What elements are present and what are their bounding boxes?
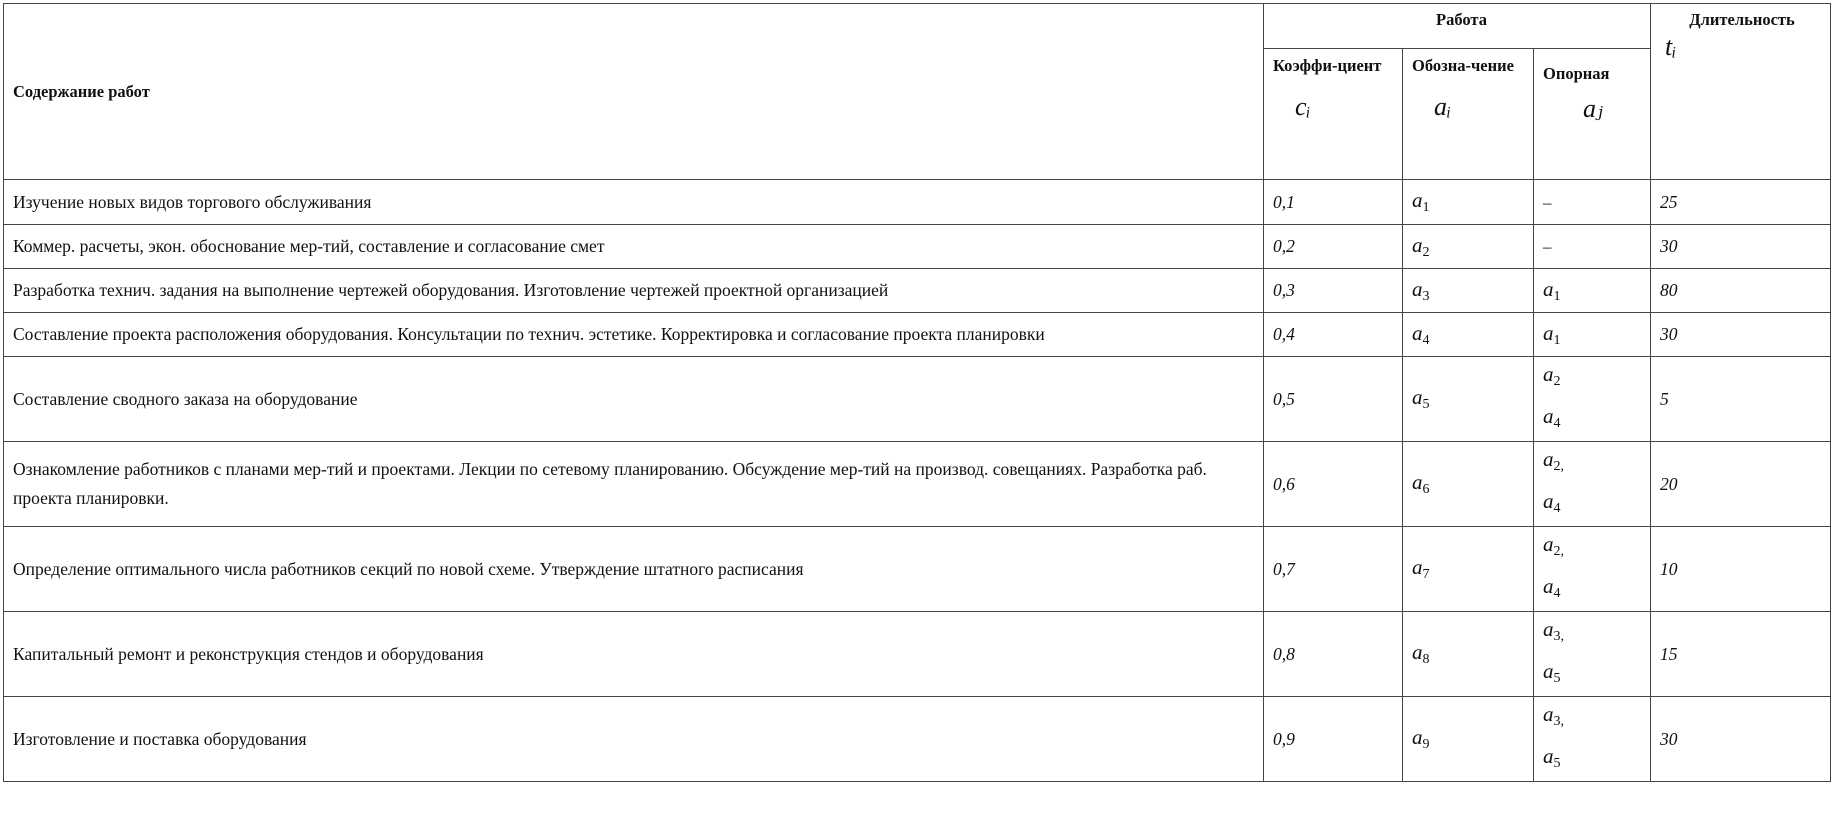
- designation-symbol: [1412, 320, 1430, 348]
- cell-designation: [1403, 180, 1534, 225]
- header-work: Работа: [1264, 4, 1651, 49]
- designation-letter: a: [1412, 320, 1423, 345]
- designation-symbol: [1412, 470, 1430, 497]
- designation-symbol: [1412, 640, 1430, 667]
- reference-symbol-letter: a: [1543, 617, 1554, 641]
- cell-coefficient: 0,4: [1264, 313, 1403, 357]
- reference-symbol-index: 4: [1553, 501, 1561, 516]
- designation-index: 1: [1422, 200, 1430, 215]
- reference-symbol: [1543, 617, 1564, 644]
- cell-content: Капитальный ремонт и реконструкция стендов и оборудования: [4, 612, 1264, 697]
- header-coefficient-symbol: cᵢ: [1295, 92, 1311, 121]
- table-row: [4, 697, 1831, 782]
- cell-content: Разработка технич. задания на выполнение чертежей оборудования. Изготовление чертежей проектной организацией: [4, 269, 1264, 313]
- table-row: [4, 313, 1831, 357]
- cell-coefficient: 0,3: [1264, 269, 1403, 313]
- cell-designation: [1403, 313, 1534, 357]
- reference-symbol: [1543, 659, 1561, 686]
- reference-symbol-index: 2: [1553, 374, 1561, 389]
- designation-symbol: [1412, 385, 1430, 412]
- cell-content: Определение оптимального числа работников секций по новой схеме. Утверждение штатного расписания: [4, 527, 1264, 612]
- reference-symbol-index: 3,: [1553, 629, 1564, 644]
- reference-none: –: [1543, 237, 1552, 256]
- designation-index: 6: [1422, 482, 1430, 497]
- cell-content: Составление сводного заказа на оборудование: [4, 357, 1264, 442]
- cell-designation: [1403, 612, 1534, 697]
- cell-coefficient: 0,6: [1264, 442, 1403, 527]
- cell-duration: 15: [1651, 612, 1831, 697]
- reference-symbol-index: 3,: [1553, 714, 1564, 729]
- cell-content: Коммер. расчеты, экон. обоснование мер-тий, составление и согласование смет: [4, 225, 1264, 269]
- cell-designation: [1403, 357, 1534, 442]
- cell-reference: [1534, 357, 1651, 442]
- designation-index: 2: [1422, 244, 1430, 260]
- cell-designation: [1403, 697, 1534, 782]
- cell-reference: [1534, 442, 1651, 527]
- reference-symbol-letter: a: [1543, 320, 1554, 345]
- reference-symbol-letter: a: [1543, 362, 1554, 386]
- reference-symbol: [1543, 447, 1564, 474]
- designation-letter: a: [1412, 555, 1423, 579]
- designation-symbol: [1412, 555, 1430, 582]
- reference-symbol-letter: a: [1543, 574, 1554, 598]
- reference-symbol-index: 5: [1553, 671, 1561, 686]
- cell-coefficient: 0,2: [1264, 225, 1403, 269]
- header-coefficient: [1264, 49, 1403, 180]
- header-content: Содержание работ: [4, 4, 1264, 180]
- header-designation-symbol: aᵢ: [1434, 92, 1452, 121]
- designation-letter: a: [1412, 725, 1423, 749]
- reference-symbol-index: 4: [1553, 586, 1561, 601]
- reference-symbol-letter: a: [1543, 659, 1554, 683]
- cell-designation: [1403, 527, 1534, 612]
- reference-symbol: [1543, 744, 1561, 771]
- table-body: [4, 180, 1831, 782]
- header-duration-label: Длительность: [1689, 10, 1795, 29]
- table-row: [4, 442, 1831, 527]
- reference-symbol: [1543, 532, 1564, 559]
- cell-duration: 10: [1651, 527, 1831, 612]
- cell-designation: [1403, 442, 1534, 527]
- reference-symbol: [1543, 404, 1561, 431]
- cell-duration: 30: [1651, 697, 1831, 782]
- cell-reference: [1534, 269, 1651, 313]
- cell-reference: [1534, 697, 1651, 782]
- designation-symbol: [1412, 188, 1430, 215]
- header-reference-symbol: aⱼ: [1583, 94, 1603, 123]
- cell-duration: 30: [1651, 313, 1831, 357]
- table-row: [4, 225, 1831, 269]
- reference-symbol-index: 5: [1553, 756, 1561, 771]
- designation-index: 8: [1422, 652, 1430, 667]
- header-reference-label: Опорная: [1543, 64, 1610, 83]
- reference-symbol: [1543, 702, 1564, 729]
- reference-symbol-index: 2,: [1553, 544, 1564, 559]
- cell-duration: 25: [1651, 180, 1831, 225]
- designation-index: 9: [1422, 737, 1430, 752]
- reference-symbol-index: 1: [1553, 332, 1561, 348]
- header-coefficient-label: Коэффи-циент: [1273, 56, 1382, 75]
- designation-symbol: [1412, 276, 1430, 304]
- header-duration-symbol: tᵢ: [1665, 32, 1677, 61]
- cell-content: Изготовление и поставка оборудования: [4, 697, 1264, 782]
- cell-content: Составление проекта расположения оборудования. Консультации по технич. эстетике. Корректировка и согласование проекта планировки: [4, 313, 1264, 357]
- table-row: [4, 357, 1831, 442]
- work-schedule-table: [3, 3, 1831, 782]
- reference-symbol: [1543, 362, 1561, 389]
- reference-symbol: [1543, 574, 1561, 601]
- table-row: [4, 180, 1831, 225]
- cell-reference: [1534, 313, 1651, 357]
- reference-symbol-letter: a: [1543, 532, 1554, 556]
- header-reference: [1534, 49, 1651, 180]
- reference-symbol: [1543, 320, 1561, 348]
- designation-index: 3: [1422, 288, 1430, 304]
- cell-coefficient: 0,5: [1264, 357, 1403, 442]
- cell-reference: [1534, 612, 1651, 697]
- reference-none: –: [1543, 192, 1552, 212]
- cell-duration: 20: [1651, 442, 1831, 527]
- designation-letter: a: [1412, 640, 1423, 664]
- cell-duration: 80: [1651, 269, 1831, 313]
- cell-coefficient: 0,9: [1264, 697, 1403, 782]
- cell-reference: [1534, 180, 1651, 225]
- reference-symbol-letter: a: [1543, 744, 1554, 768]
- designation-letter: a: [1412, 470, 1423, 494]
- cell-reference: [1534, 527, 1651, 612]
- designation-index: 4: [1422, 332, 1430, 348]
- designation-letter: a: [1412, 188, 1423, 212]
- reference-symbol-letter: a: [1543, 489, 1554, 513]
- cell-coefficient: 0,7: [1264, 527, 1403, 612]
- designation-letter: a: [1412, 385, 1423, 409]
- cell-content: Изучение новых видов торгового обслуживания: [4, 180, 1264, 225]
- reference-symbol: [1543, 276, 1561, 304]
- table-row: [4, 527, 1831, 612]
- header-designation: [1403, 49, 1534, 180]
- reference-symbol-letter: a: [1543, 447, 1554, 471]
- cell-designation: [1403, 269, 1534, 313]
- cell-coefficient: 0,1: [1264, 180, 1403, 225]
- reference-symbol-index: 1: [1553, 288, 1561, 304]
- designation-letter: a: [1412, 232, 1423, 257]
- cell-duration: 30: [1651, 225, 1831, 269]
- cell-reference: [1534, 225, 1651, 269]
- reference-symbol-letter: a: [1543, 404, 1554, 428]
- cell-coefficient: 0,8: [1264, 612, 1403, 697]
- cell-duration: 5: [1651, 357, 1831, 442]
- cell-content: Ознакомление работников с планами мер-тий и проектами. Лекции по сетевому планированию. Обсуждение мер-тий на производ. совещаниях. Разработка раб. проекта планировки.: [4, 442, 1264, 527]
- reference-symbol-letter: a: [1543, 276, 1554, 301]
- header-designation-label: Обозна-чение: [1412, 56, 1514, 75]
- header-duration: [1651, 4, 1831, 180]
- cell-designation: [1403, 225, 1534, 269]
- designation-symbol: [1412, 725, 1430, 752]
- reference-symbol-index: 4: [1553, 416, 1561, 431]
- reference-symbol-letter: a: [1543, 702, 1554, 726]
- reference-symbol: [1543, 489, 1561, 516]
- designation-letter: a: [1412, 276, 1423, 301]
- reference-symbol-index: 2,: [1553, 459, 1564, 474]
- designation-symbol: [1412, 232, 1430, 260]
- work-table-wrapper: [3, 3, 1831, 782]
- table-row: [4, 269, 1831, 313]
- designation-index: 7: [1422, 567, 1430, 582]
- table-row: [4, 612, 1831, 697]
- designation-index: 5: [1422, 397, 1430, 412]
